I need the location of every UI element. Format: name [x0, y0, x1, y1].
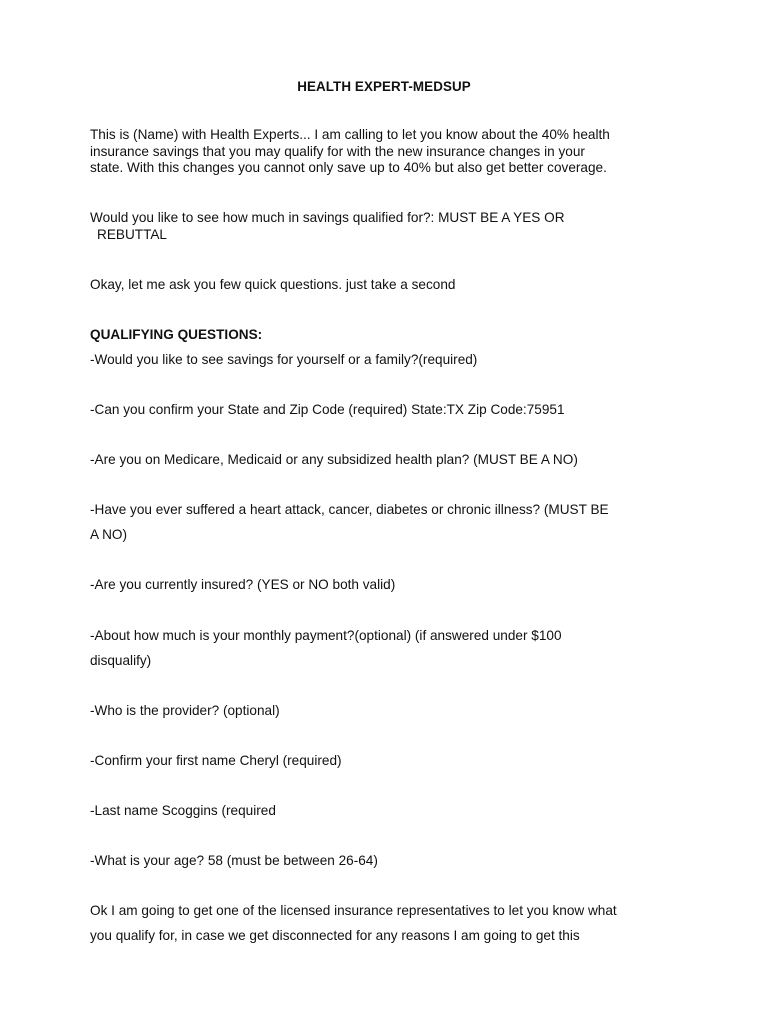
document-title: HEALTH EXPERT-MEDSUP	[297, 79, 471, 94]
question-line: -About how much is your monthly payment?(optional) (if answered under $100	[90, 628, 562, 643]
intro-paragraph	[90, 127, 690, 177]
question-item	[90, 447, 690, 472]
question-item	[90, 748, 690, 773]
question-line: disqualify)	[90, 653, 152, 668]
intro-line: insurance savings that you may qualify for with the new insurance changes in your	[90, 143, 585, 159]
question-item	[90, 623, 690, 673]
closing-line: Ok I am going to get one of the licensed insurance representatives to let you know what	[90, 903, 617, 918]
question-line: -Have you ever suffered a heart attack, cancer, diabetes or chronic illness? (MUST BE	[90, 502, 609, 517]
question-line: -What is your age? 58 (must be between 26-64)	[90, 853, 378, 868]
savings-question-line: REBUTTAL	[97, 226, 167, 242]
question-line: -Last name Scoggins (required	[90, 803, 276, 818]
question-item	[90, 698, 690, 723]
intro-line: state. With this changes you cannot only save up to 40% but also get better coverage.	[90, 160, 607, 175]
closing-line: you qualify for, in case we get disconnected for any reasons I am going to get this	[90, 928, 580, 943]
savings-question-line: Would you like to see how much in savings qualified for?: MUST BE A YES OR	[90, 210, 565, 225]
question-item	[90, 347, 690, 372]
question-line: -Are you currently insured? (YES or NO both valid)	[90, 577, 396, 592]
question-line: -Confirm your first name Cheryl (required)	[90, 753, 342, 768]
question-item	[90, 572, 690, 597]
question-line: -Are you on Medicare, Medicaid or any subsidized health plan? (MUST BE A NO)	[90, 452, 578, 467]
intro-line: This is (Name) with Health Experts... I am calling to let you know about the 40% health	[90, 127, 610, 142]
question-line: -Would you like to see savings for yourself or a family?(required)	[90, 352, 478, 367]
question-line: -Can you confirm your State and Zip Code (required) State:TX Zip Code:75951	[90, 402, 565, 417]
closing-paragraph	[90, 898, 690, 948]
qualifying-questions-heading: QUALIFYING QUESTIONS:	[90, 327, 263, 342]
savings-question-paragraph	[90, 210, 690, 243]
question-item	[90, 798, 690, 823]
question-line: A NO)	[90, 527, 128, 542]
question-item	[90, 497, 690, 547]
okay-paragraph: Okay, let me ask you few quick questions. just take a second	[90, 277, 456, 292]
question-item	[90, 397, 690, 422]
question-item	[90, 848, 690, 873]
question-line: -Who is the provider? (optional)	[90, 703, 280, 718]
